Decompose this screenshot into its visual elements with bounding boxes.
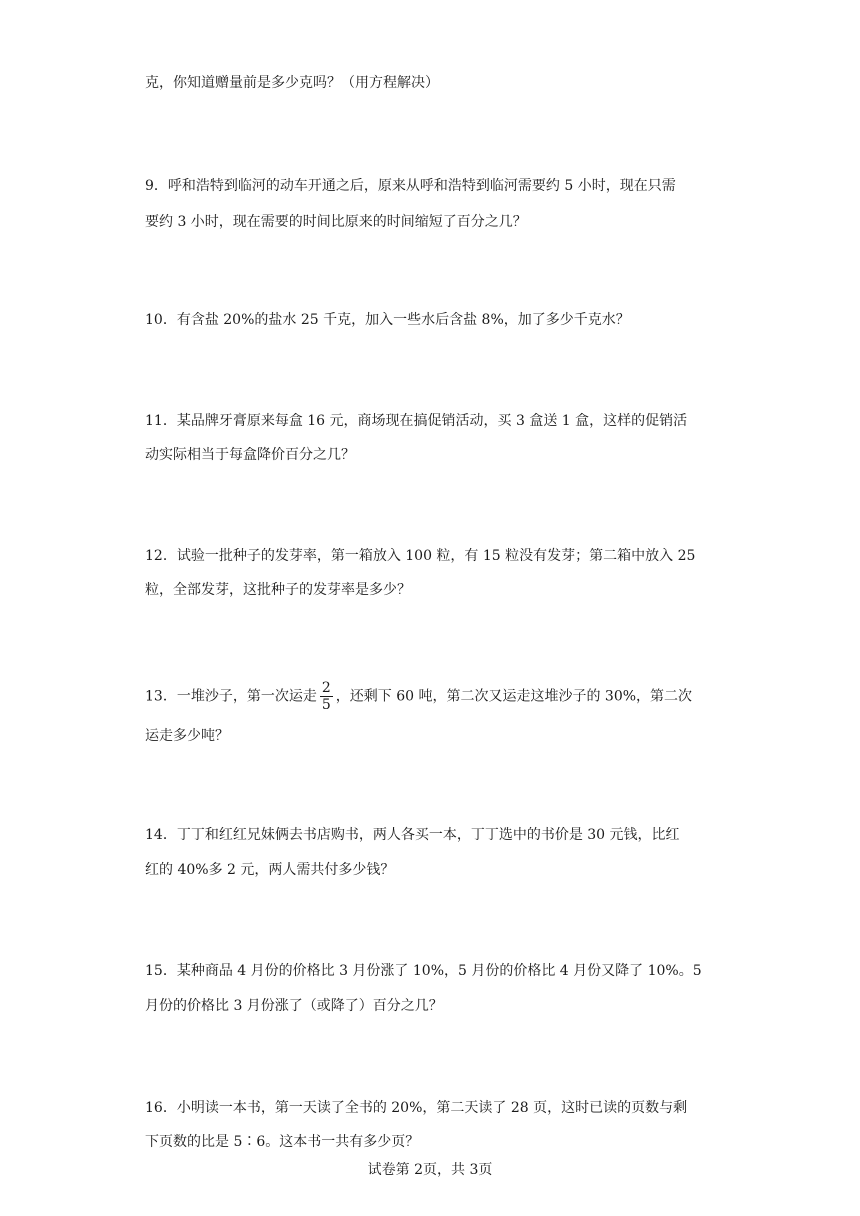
question-12-line-1: 12．试验一批种子的发芽率，第一箱放入 100 粒，有 15 粒没有发芽；第二箱中放入 25 [145,548,696,564]
question-15-line-2: 月份的价格比 3 月份涨了（或降了）百分之几？ [145,998,443,1014]
question-15-line-1: 15．某种商品 4 月份的价格比 3 月份涨了 10%，5 月份的价格比 4 月份又降了 10%。5 [145,963,702,979]
question-9-line-1: 9．呼和浩特到临河的动车开通之后，原来从呼和浩特到临河需要约 5 小时，现在只需 [145,178,676,194]
question-16-line-2: 下页数的比是 5∶6。这本书一共有多少页？ [145,1134,420,1150]
question-16-line-1: 16．小明读一本书，第一天读了全书的 20%，第二天读了 28 页，这时已读的页数与剩 [145,1100,688,1116]
question-9-line-2: 要约 3 小时，现在需要的时间比原来的时间缩短了百分之几？ [145,214,527,230]
question-11-line-2: 动实际相当于每盒降价百分之几？ [145,447,355,463]
question-14-line-2: 红的 40%多 2 元，两人需共付多少钱？ [145,862,395,878]
page-footer: 试卷第 2页，共 3页 [367,1162,493,1178]
question-13-line-2: 运走多少吨？ [145,728,229,744]
question-11-line-1: 11．某品牌牙膏原来每盒 16 元，商场现在搞促销活动，买 3 盒送 1 盒，这样的促销活 [145,413,688,429]
question-13-text-after: ，还剩下 60 吨，第二次又运走这堆沙子的 30%，第二次 [335,688,693,705]
question-10-line-1: 10．有含盐 20%的盐水 25 千克，加入一些水后含盐 8%，加了多少千克水？ [145,312,630,328]
fraction-two-fifths [320,680,333,713]
question-12-line-2: 粒，全部发芽，这批种子的发芽率是多少？ [145,582,411,598]
question-8-continuation: 克，你知道赠量前是多少克吗？（用方程解决） [145,75,439,91]
question-13-text-before: 13．一堆沙子，第一次运走 [145,688,317,705]
question-14-line-1: 14．丁丁和红红兄妹俩去书店购书，两人各买一本，丁丁选中的书价是 30 元钱，比红 [145,827,680,843]
fraction-numerator: 2 [321,680,331,696]
question-13-line-1 [145,680,692,713]
fraction-denominator: 5 [321,697,331,713]
